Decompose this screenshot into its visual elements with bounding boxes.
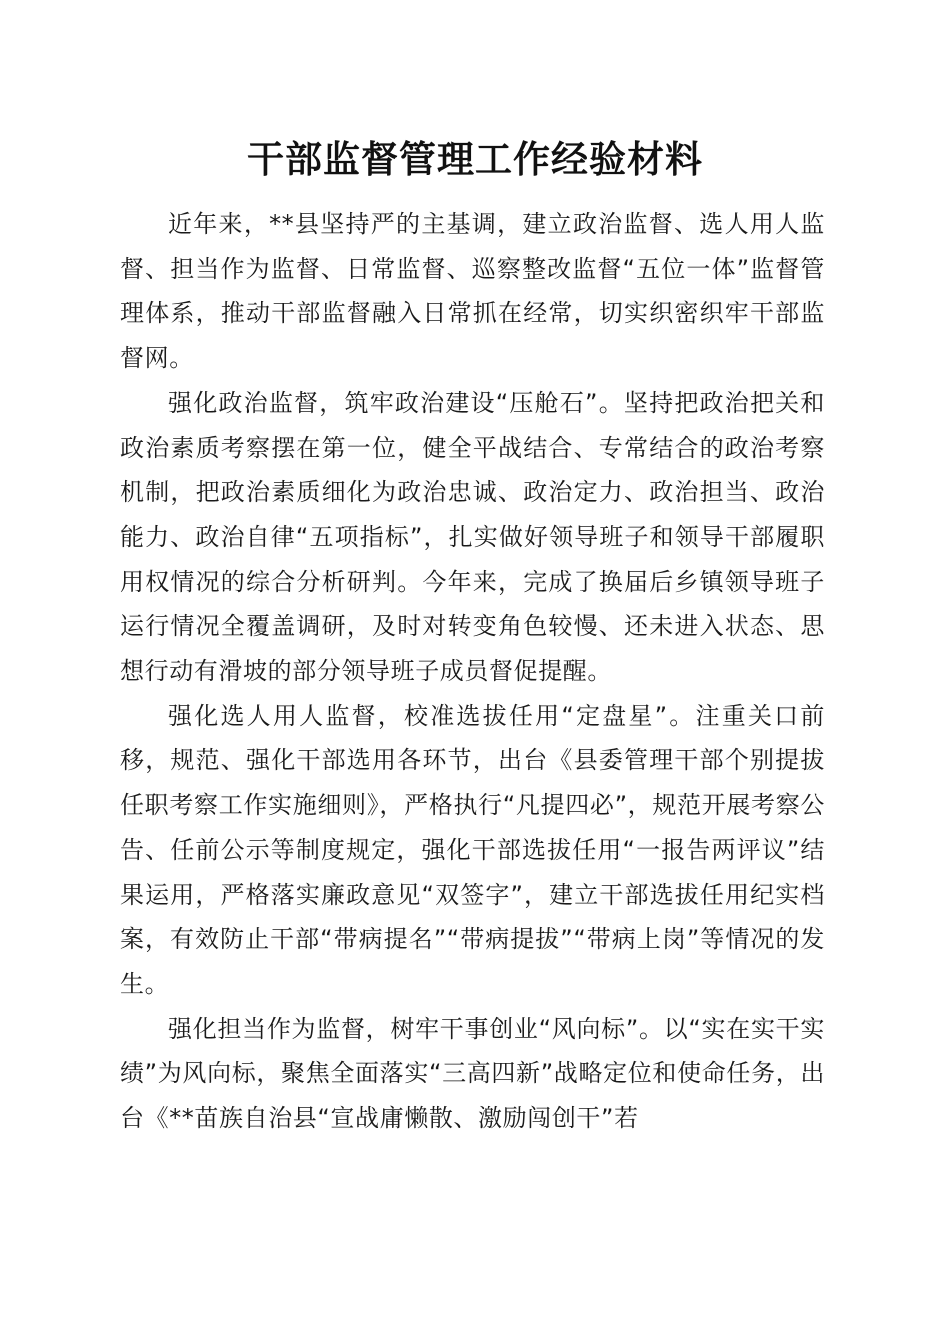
paragraph-responsibility-supervision: 强化担当作为监督，树牢干事创业“风向标”。以“实在实干实绩”为风向标，聚焦全面落实“三高四新”战略定位和使命任务，出台《**苗族自治县“宣战庸懒散、激励闯创干”若 [120, 1014, 825, 1133]
document-body [120, 202, 825, 1141]
paragraph-political-supervision: 强化政治监督，筑牢政治建设“压舱石”。坚持把政治把关和政治素质考察摆在第一位，健全平战结合、专常结合的政治考察机制，把政治素质细化为政治忠诚、政治定力、政治担当、政治能力、政治自律“五项指标”，扎实做好领导班子和领导干部履职用权情况的综合分析研判。今年来，完成了换届后乡镇领导班子运行情况全覆盖调研，及时对转变角色较慢、还未进入状态、思想行动有滑坡的部分领导班子成员督促提醒。 [120, 388, 825, 686]
paragraph-selection-supervision: 强化选人用人监督，校准选拔任用“定盘星”。注重关口前移，规范、强化干部选用各环节，出台《县委管理干部个别提拔任职考察工作实施细则》，严格执行“凡提四必”，规范开展考察公告、任前公示等制度规定，强化干部选拔任用“一报告两评议”结果运用，严格落实廉政意见“双签字”，建立干部选拔任用纪实档案，有效防止干部“带病提名”“带病提拔”“带病上岗”等情况的发生。 [120, 701, 825, 998]
paragraph-intro: 近年来，**县坚持严的主基调，建立政治监督、选人用人监督、担当作为监督、日常监督、巡察整改监督“五位一体”监督管理体系，推动干部监督融入日常抓在经常，切实织密织牢干部监督网。 [120, 210, 825, 373]
document-title: 干部监督管理工作经验材料 [247, 137, 703, 181]
